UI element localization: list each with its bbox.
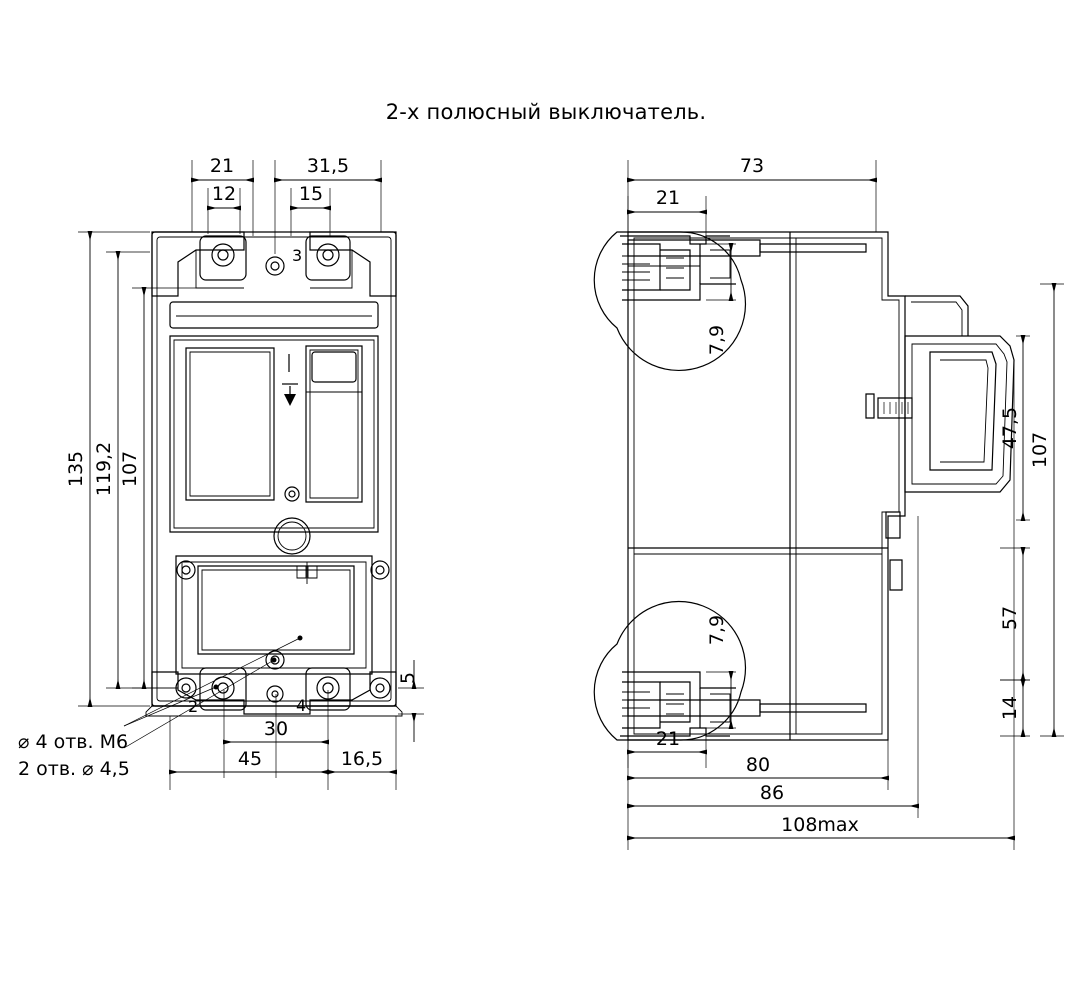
dim-135: 135 [65,450,87,488]
dim-119-2: 119,2 [93,441,115,497]
dim-21-side-top: 21 [655,187,681,209]
dim-73: 73 [739,155,765,177]
dim-108max: 108max [781,814,859,836]
dim-14: 14 [999,695,1021,721]
callout-4: 4 [296,696,307,715]
side-view-geometry [594,232,1014,740]
dim-31-5: 31,5 [306,155,350,177]
dim-15: 15 [298,183,324,205]
callout-2: 2 [188,697,199,716]
dim-21-top: 21 [209,155,235,177]
dim-80: 80 [745,754,771,776]
dim-12: 12 [211,183,237,205]
dim-5: 5 [397,671,419,685]
dim-16-5: 16,5 [340,748,384,770]
dim-45: 45 [237,748,263,770]
dim-7-9-bot: 7,9 [706,614,728,646]
side-view-dimensions [628,155,1064,850]
dim-107-right: 107 [1029,431,1051,469]
front-view-geometry [146,232,402,716]
dim-30: 30 [263,718,289,740]
dim-86: 86 [759,782,785,804]
note-m6: ⌀ 4 отв. М6 [18,731,129,753]
dim-57: 57 [999,605,1021,631]
callout-3: 3 [292,246,303,265]
dim-47-5: 47,5 [999,406,1021,450]
drawing-title: 2-х полюсный выключатель. [385,100,707,124]
dim-107-left: 107 [119,450,141,488]
dim-7-9-top: 7,9 [706,324,728,356]
symbol-arrow [282,384,298,406]
dim-21-side-bot: 21 [655,728,681,750]
note-45: 2 отв. ⌀ 4,5 [18,758,130,780]
terminal-symbol [297,562,317,584]
